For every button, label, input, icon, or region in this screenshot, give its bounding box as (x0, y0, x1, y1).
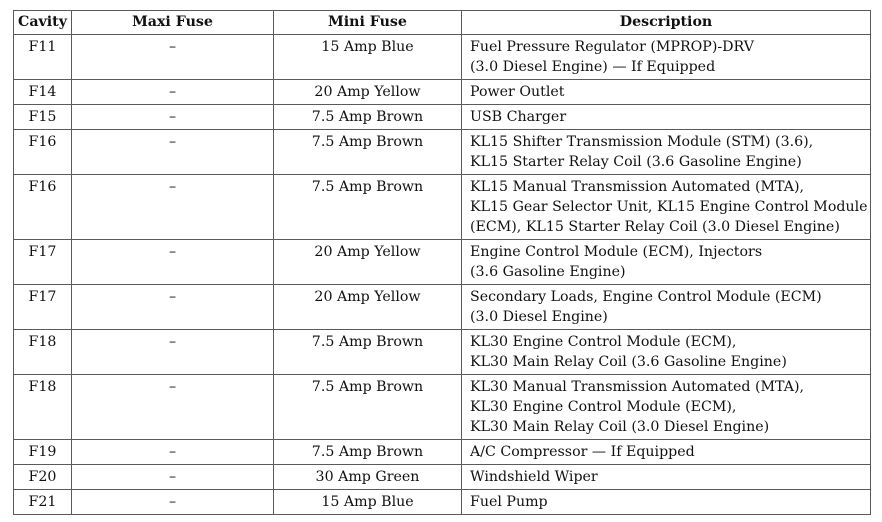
table-row (14, 375, 871, 440)
table-row (14, 240, 871, 285)
cavity-cell: F16 (14, 130, 72, 175)
table-row (14, 465, 871, 490)
maxi-fuse-cell: – (72, 130, 274, 175)
table-header (14, 11, 871, 35)
cavity-cell: F18 (14, 330, 72, 375)
description-line: KL30 Main Relay Coil (3.0 Diesel Engine) (470, 419, 770, 435)
maxi-fuse-cell: – (72, 175, 274, 240)
table-row (14, 285, 871, 330)
table-row (14, 35, 871, 80)
table-row (14, 440, 871, 465)
table-row (14, 175, 871, 240)
mini-fuse-cell: 20 Amp Yellow (274, 285, 462, 330)
description-line: USB Charger (470, 109, 567, 125)
mini-fuse-cell: 7.5 Amp Brown (274, 440, 462, 465)
maxi-fuse-cell: – (72, 375, 274, 440)
cavity-cell: F11 (14, 35, 72, 80)
cavity-cell: F19 (14, 440, 72, 465)
cavity-cell: F16 (14, 175, 72, 240)
header-description: Description (462, 11, 871, 35)
maxi-fuse-cell: – (72, 285, 274, 330)
fuse-table (13, 10, 871, 515)
mini-fuse-cell: 20 Amp Yellow (274, 80, 462, 105)
description-line: KL30 Engine Control Module (ECM), (470, 334, 737, 350)
header-row (14, 11, 871, 35)
description-line: Windshield Wiper (470, 469, 598, 485)
description-line: (3.6 Gasoline Engine) (470, 264, 626, 280)
description-line: Fuel Pump (470, 494, 548, 510)
description-line: KL30 Manual Transmission Automated (MTA), (470, 379, 805, 395)
description-cell (462, 440, 871, 465)
maxi-fuse-cell: – (72, 240, 274, 285)
description-line: Secondary Loads, Engine Control Module (ECM) (470, 289, 822, 305)
description-cell (462, 130, 871, 175)
description-cell (462, 35, 871, 80)
cavity-cell: F15 (14, 105, 72, 130)
mini-fuse-cell: 7.5 Amp Brown (274, 130, 462, 175)
description-cell (462, 285, 871, 330)
table-row (14, 330, 871, 375)
maxi-fuse-cell: – (72, 330, 274, 375)
description-line: (3.0 Diesel Engine) — If Equipped (470, 59, 716, 75)
description-cell (462, 375, 871, 440)
mini-fuse-cell: 7.5 Amp Brown (274, 375, 462, 440)
description-line: KL30 Engine Control Module (ECM), (470, 399, 737, 415)
description-line: KL30 Main Relay Coil (3.6 Gasoline Engine) (470, 354, 787, 370)
description-line: A/C Compressor — If Equipped (470, 444, 695, 460)
description-cell (462, 465, 871, 490)
description-line: Power Outlet (470, 84, 565, 100)
cavity-cell: F14 (14, 80, 72, 105)
table-body (14, 35, 871, 515)
description-line: KL15 Gear Selector Unit, KL15 Engine Control Module (470, 199, 868, 215)
description-cell (462, 490, 871, 515)
mini-fuse-cell: 20 Amp Yellow (274, 240, 462, 285)
description-line: KL15 Manual Transmission Automated (MTA), (470, 179, 805, 195)
cavity-cell: F21 (14, 490, 72, 515)
description-line: Fuel Pressure Regulator (MPROP)-DRV (470, 39, 754, 55)
description-cell (462, 80, 871, 105)
description-line: (3.0 Diesel Engine) (470, 309, 608, 325)
maxi-fuse-cell: – (72, 465, 274, 490)
header-mini-fuse: Mini Fuse (274, 11, 462, 35)
table-row (14, 105, 871, 130)
description-cell (462, 175, 871, 240)
mini-fuse-cell: 7.5 Amp Brown (274, 175, 462, 240)
description-cell (462, 330, 871, 375)
description-cell (462, 105, 871, 130)
table-row (14, 490, 871, 515)
cavity-cell: F17 (14, 285, 72, 330)
description-line: Engine Control Module (ECM), Injectors (470, 244, 763, 260)
cavity-cell: F20 (14, 465, 72, 490)
table-row (14, 80, 871, 105)
mini-fuse-cell: 7.5 Amp Brown (274, 330, 462, 375)
table-row (14, 130, 871, 175)
maxi-fuse-cell: – (72, 35, 274, 80)
description-line: (ECM), KL15 Starter Relay Coil (3.0 Diesel Engine) (470, 219, 840, 235)
description-line: KL15 Shifter Transmission Module (STM) (3.6), (470, 134, 814, 150)
maxi-fuse-cell: – (72, 80, 274, 105)
maxi-fuse-cell: – (72, 490, 274, 515)
description-cell (462, 240, 871, 285)
mini-fuse-cell: 15 Amp Blue (274, 35, 462, 80)
mini-fuse-cell: 30 Amp Green (274, 465, 462, 490)
header-cavity: Cavity (14, 11, 72, 35)
header-maxi-fuse: Maxi Fuse (72, 11, 274, 35)
maxi-fuse-cell: – (72, 105, 274, 130)
description-line: KL15 Starter Relay Coil (3.6 Gasoline Engine) (470, 154, 802, 170)
cavity-cell: F18 (14, 375, 72, 440)
cavity-cell: F17 (14, 240, 72, 285)
mini-fuse-cell: 7.5 Amp Brown (274, 105, 462, 130)
mini-fuse-cell: 15 Amp Blue (274, 490, 462, 515)
maxi-fuse-cell: – (72, 440, 274, 465)
